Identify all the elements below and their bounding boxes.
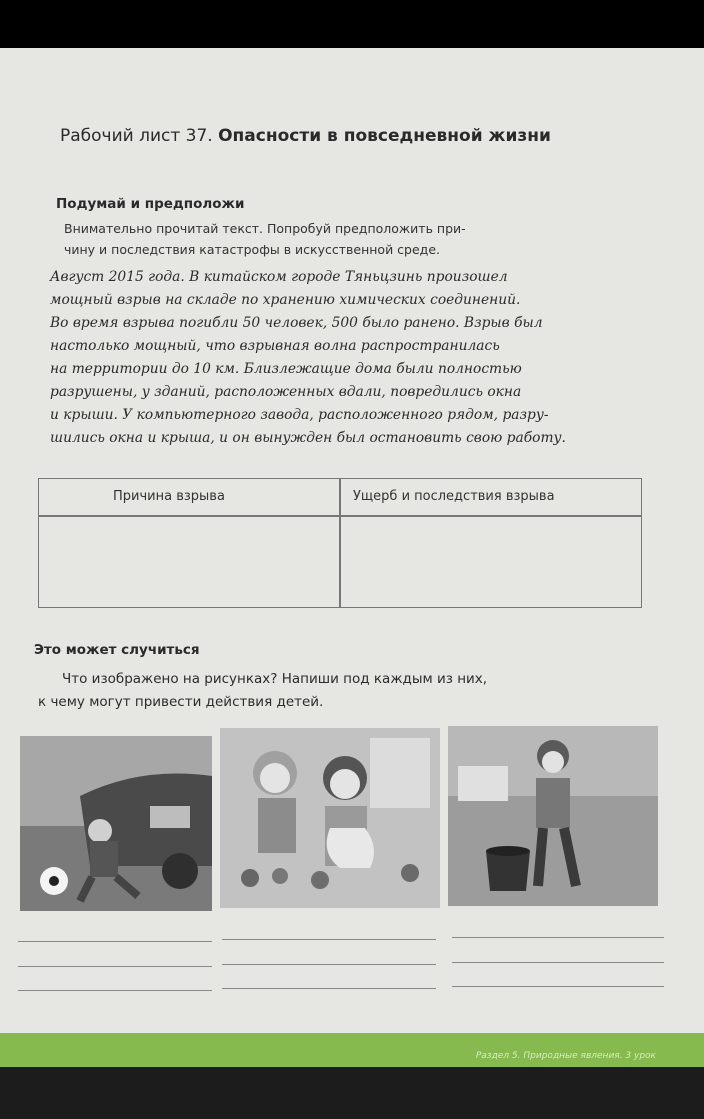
story-line: и крыши. У компьютерного завода, расположенного рядом, разру- bbox=[50, 407, 549, 423]
story-line: разрушены, у зданий, расположенных вдали, повредились окна bbox=[50, 384, 522, 400]
question-text bbox=[38, 668, 487, 714]
answer-line-1a[interactable] bbox=[18, 941, 212, 942]
section-heading-think: Подумай и предположи bbox=[56, 196, 245, 212]
question-line: Что изображено на рисунках? Напиши под каждым из них, bbox=[62, 671, 488, 687]
picture-girls-kettle bbox=[220, 728, 440, 908]
worksheet-title bbox=[60, 126, 551, 146]
boy-ball-car-illustration bbox=[20, 736, 212, 911]
table-cell-cause[interactable] bbox=[39, 517, 339, 607]
picture-boy-ball-car bbox=[20, 736, 212, 911]
answer-line-1c[interactable] bbox=[18, 990, 212, 991]
worksheet-page bbox=[0, 48, 704, 1119]
story-line: Август 2015 года. В китайском городе Тяньцзинь произошел bbox=[50, 269, 508, 285]
title-prefix: Рабочий лист 37. bbox=[60, 126, 213, 146]
title-main: Опасности в повседневной жизни bbox=[218, 126, 551, 146]
story-line: мощный взрыв на складе по хранению химических соединений. bbox=[50, 292, 521, 308]
boy-bucket-illustration bbox=[448, 726, 658, 906]
cause-effect-table bbox=[38, 478, 642, 608]
table-header-cause: Причина взрыва bbox=[113, 489, 225, 504]
intro-line: Внимательно прочитай текст. Попробуй предположить при- bbox=[64, 221, 466, 236]
answer-line-2c[interactable] bbox=[222, 988, 436, 989]
story-line: настолько мощный, что взрывная волна распространилась bbox=[50, 338, 500, 354]
footer-text: Раздел 5. Природные явления. 3 урок bbox=[475, 1051, 656, 1061]
girls-kettle-illustration bbox=[220, 728, 440, 908]
question-line: к чему могут привести действия детей. bbox=[38, 694, 324, 710]
answer-line-1b[interactable] bbox=[18, 966, 212, 967]
section-heading-may-happen: Это может случиться bbox=[34, 642, 200, 658]
answer-line-2b[interactable] bbox=[222, 964, 436, 965]
story-line: шились окна и крыша, и он вынужден был остановить свою работу. bbox=[50, 430, 566, 446]
answer-line-3a[interactable] bbox=[452, 937, 664, 938]
table-header-damage: Ущерб и последствия взрыва bbox=[353, 489, 555, 504]
story-text bbox=[50, 266, 566, 450]
story-line: Во время взрыва погибли 50 человек, 500 было ранено. Взрыв был bbox=[50, 315, 543, 331]
answer-line-2a[interactable] bbox=[222, 939, 436, 940]
answer-line-3b[interactable] bbox=[452, 962, 664, 963]
picture-boy-bucket bbox=[448, 726, 658, 906]
answer-line-3c[interactable] bbox=[452, 986, 664, 987]
bottom-shadow bbox=[0, 1067, 704, 1119]
story-line: на территории до 10 км. Близлежащие дома были полностью bbox=[50, 361, 522, 377]
intro-line: чину и последствия катастрофы в искусственной среде. bbox=[64, 242, 440, 257]
intro-text bbox=[64, 218, 466, 260]
table-cell-damage[interactable] bbox=[341, 517, 641, 607]
